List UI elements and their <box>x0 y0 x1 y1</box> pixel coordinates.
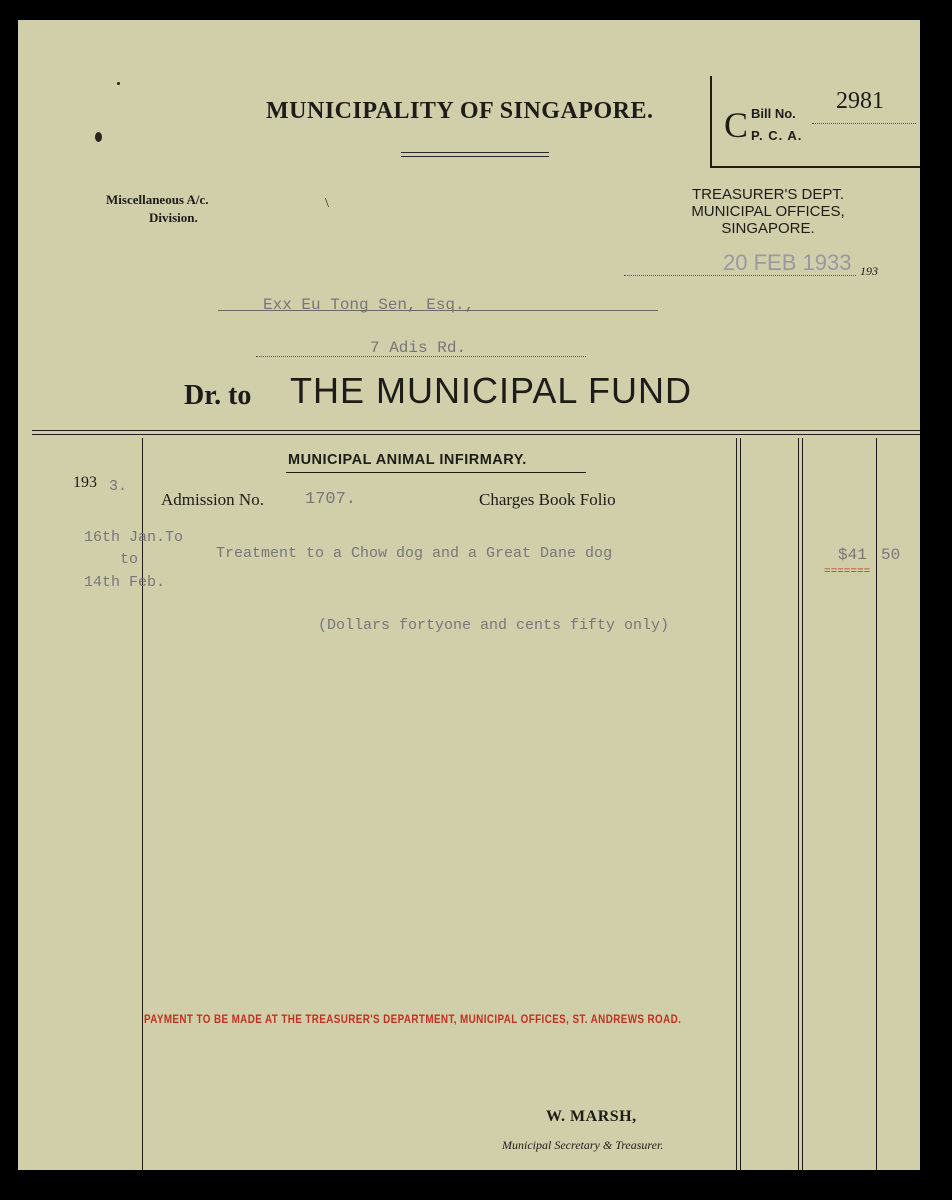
account-type: Miscellaneous A/c. <box>106 192 209 207</box>
period-end: 14th Feb. <box>84 574 166 591</box>
charge-description: Treatment to a Chow dog and a Great Dane dog <box>216 545 613 562</box>
payment-instruction: PAYMENT TO BE MADE AT THE TREASURER'S DEPARTMENT, MUNICIPAL OFFICES, ST. ANDREWS ROAD. <box>144 1012 682 1026</box>
column-divider-amount-1 <box>798 438 799 1170</box>
signatory-title: Municipal Secretary & Treasurer. <box>502 1138 664 1152</box>
column-divider-cents <box>876 438 877 1170</box>
column-divider-desc-1 <box>736 438 737 1170</box>
fund-title: THE MUNICIPAL FUND <box>290 370 693 411</box>
column-divider-date <box>142 438 143 1170</box>
ink-spot <box>95 132 102 142</box>
ink-speck <box>117 82 120 85</box>
amount-dollars: $41 <box>838 546 867 564</box>
signatory-name: W. MARSH, <box>546 1108 637 1125</box>
section-title: MUNICIPAL ANIMAL INFIRMARY. <box>288 452 527 468</box>
division-label: Division. <box>149 210 198 225</box>
table-top-rule <box>32 430 920 431</box>
section-title-rule <box>286 472 586 473</box>
address-dotted-line <box>256 356 586 357</box>
document-title: MUNICIPALITY OF SINGAPORE. <box>266 98 654 124</box>
dept-line-2: MUNICIPAL OFFICES, <box>691 203 845 220</box>
period-to: to <box>120 551 139 568</box>
dept-line-3: SINGAPORE. <box>721 220 815 237</box>
pca-label: P. C. A. <box>751 128 803 143</box>
bill-number-dotted-line <box>812 123 916 124</box>
bill-number-label: Bill No. <box>751 106 796 121</box>
bill-number: 2981 <box>836 88 884 114</box>
year-printed: 193 <box>73 474 97 491</box>
amount-double-underline: ======= <box>824 566 871 578</box>
date-stamp: 20 FEB 1933 <box>723 250 852 275</box>
addressee-line <box>218 310 658 311</box>
date-dotted-line <box>624 275 856 276</box>
invoice-document <box>18 20 920 1170</box>
tick-mark: \ <box>325 196 329 211</box>
debtor-label: Dr. to <box>184 380 252 411</box>
amount-in-words: (Dollars fortyone and cents fifty only) <box>318 617 670 634</box>
amount-cents: 50 <box>881 546 901 564</box>
addressee-name: Exx Eu Tong Sen, Esq., <box>263 296 475 314</box>
charges-book-folio-label: Charges Book Folio <box>479 490 616 509</box>
bill-prefix: C <box>724 105 749 145</box>
admission-number: 1707. <box>305 490 357 509</box>
treasurer-department-block <box>638 186 898 237</box>
period-start: 16th Jan.To <box>84 529 184 546</box>
table-top-rule-inner <box>32 434 920 435</box>
year-typed: 3. <box>109 478 128 495</box>
title-rule-bottom <box>401 156 549 157</box>
admission-label: Admission No. <box>161 490 264 509</box>
column-divider-amount-2 <box>802 438 803 1170</box>
addressee-address: 7 Adis Rd. <box>370 339 467 357</box>
dept-line-1: TREASURER'S DEPT. <box>691 186 845 203</box>
date-year-suffix: 193 <box>860 264 878 278</box>
title-rule-top <box>401 152 549 153</box>
column-divider-desc-2 <box>740 438 741 1170</box>
